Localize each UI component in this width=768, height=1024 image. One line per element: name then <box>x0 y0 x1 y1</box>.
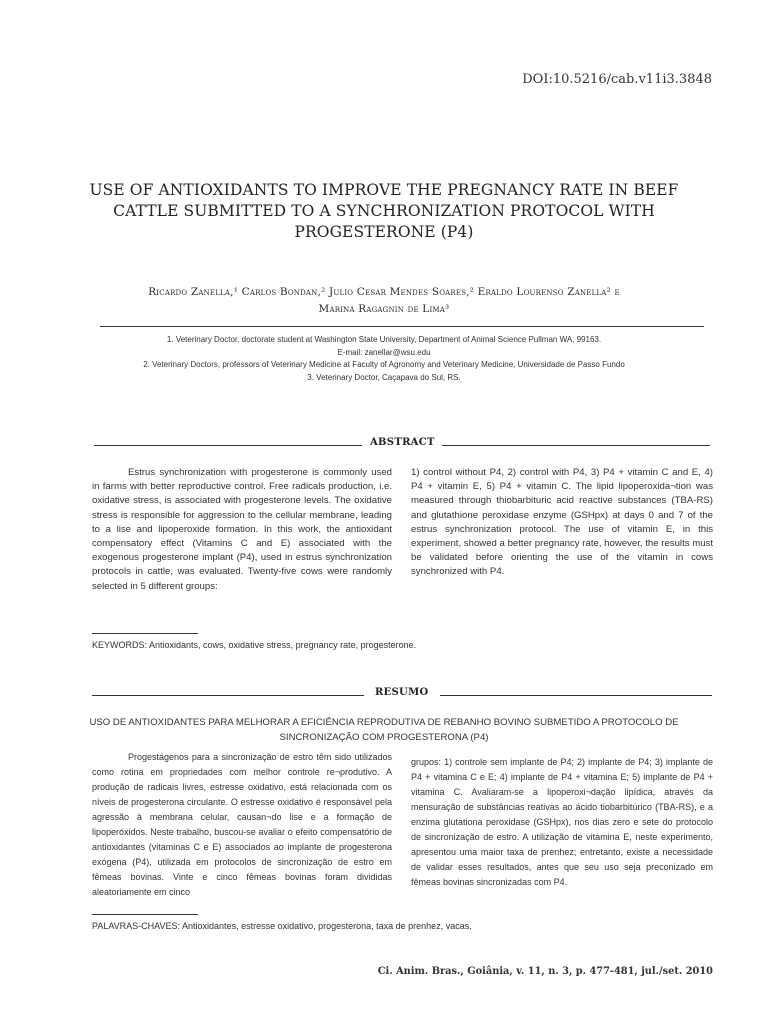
authors-line-2: Marina Ragagnin de Lima³ <box>318 303 450 315</box>
abstract-rule-left <box>94 445 362 446</box>
doi: DOI:10.5216/cab.v11i3.3848 <box>522 72 712 87</box>
palavras-chaves: PALAVRAS-CHAVES: Antioxidantes, estresse oxidativo, progesterona, taxa de prenhez, vacas. <box>92 921 472 931</box>
palavras-rule <box>92 914 198 915</box>
authors <box>60 284 708 318</box>
authors-line-1: Ricardo Zanella,¹ Carlos Bondan,² Julio Cesar Mendes Soares,² Eraldo Lourenso Zanella² e <box>148 286 620 298</box>
resumo-heading: RESUMO <box>375 687 429 698</box>
keywords-rule <box>92 633 198 634</box>
resumo-rule-right <box>440 695 712 696</box>
abstract-rule-right <box>442 445 710 446</box>
affiliation-2: 2. Veterinary Doctors, professors of Veterinary Medicine at Faculty of Agronomy and Veterinary Medicine, Universidade de Passo Fundo <box>143 360 625 369</box>
citation-footer: Ci. Anim. Bras., Goiânia, v. 11, n. 3, p. 477-481, jul./set. 2010 <box>377 966 713 977</box>
resumo-rule-left <box>92 695 364 696</box>
affiliation-1: 1. Veterinary Doctor, doctorate student at Washington State University, Department of Animal Science Pullman WA, 99163. <box>166 335 602 344</box>
affiliation-3: 3. Veterinary Doctor, Caçapava do Sul, RS. <box>307 372 461 382</box>
resumo-left-column: Progestágenos para a sincronização de estro têm sido utilizados como rotina em propriedades com melhor controle re¬produtivo. A produção de radicais livres, estresse oxidativo, está relacionada com os níveis de progesterona circulante. O estresse oxidativo é responsável pela agressão à membrana celular, causan¬do lise e a formação de lipoperóxidos. Neste trabalho, buscou-se avaliar o efeito compensatório de antioxidantes (vitaminas C e E) associados ao implante de progesterona exógena (P4), utilizada em protocolos de sincronização de estro em fêmeas bovinas. Vinte e cinco fêmeas bovinas foram divididas aleatoriamente em cinco <box>92 752 392 897</box>
resumo-right-column: grupos: 1) controle sem implante de P4; 2) implante de P4; 3) implante de P4 + vitamina C e E; 4) implante de P4 + vitamina E; 5) implante de P4 + vitamina C. Avaliaram-se a lipoperoxi¬dação lipídica, através da mensuração de substâncias reativas ao ácido tiobarbitúrico (TBA-RS), e a enzima glutationa peroxidase (GSHpx), nos dias zero e sete do protocolo de sincronização de estro. A utilização de vitamina E, neste experimento, apresentou uma maior taxa de prenhez; entretanto, existe a necessidade de validar esses resultados, antes que seu uso seja preconizado em fêmeas bovinas sincronizadas com P4. <box>411 757 713 887</box>
authors-divider <box>100 326 704 327</box>
keywords: KEYWORDS: Antioxidants, cows, oxidative stress, pregnancy rate, progesterone. <box>92 640 417 650</box>
abstract-left-column: Estrus synchronization with progesterone is commonly used in farms with better reproductive control. Free radicals production, i.e. oxidative stress, is associated with progesterone levels. The oxidative stress is responsible for aggression to the cellular membrane, leading to a lise and lipoperoxide formation. In this work, the antioxidant compensatory effect (Vitamins C and E) associated with the exogenous progesterone implant (P4), used in estrus synchronization protocols in cattle, was evaluated. Twenty-five cows were randomly selected in 5 different groups: <box>92 467 392 592</box>
article-title: USE OF ANTIOXIDANTS TO IMPROVE THE PREGNANCY RATE IN BEEF CATTLE SUBMITTED TO A SYNCHRONIZATION PROTOCOL WITH PROGESTERONE (P4) <box>89 181 679 241</box>
affiliation-email: E-mail: zanellar@wsu.edu <box>337 347 431 357</box>
affiliations <box>80 334 688 384</box>
resumo-title: USO DE ANTIOXIDANTES PARA MELHORAR A EFICIÊNCIA REPRODUTIVA DE REBANHO BOVINO SUBMETIDO A PROTOCOLO DE SINCRONIZAÇÃO COM PROGESTERONA (P4) <box>89 717 679 743</box>
abstract-heading: ABSTRACT <box>370 437 435 448</box>
abstract-right-column: 1) control without P4, 2) control with P4, 3) P4 + vitamin C and E, 4) P4 + vitamin E, 5) P4 + vitamin C. The lipid lipoperoxida¬tion was measured through thiobarbituric acid reactive substances (TBA-RS) and glutathione peroxidase enzyme (GSHpx) at days 0 and 7 of the estrus synchronization protocol. The use of vitamin E, in this experiment, showed a better pregnancy rate, however, the results must be validated before orienting the use of the vitamin in cows synchronized with P4. <box>411 467 713 578</box>
